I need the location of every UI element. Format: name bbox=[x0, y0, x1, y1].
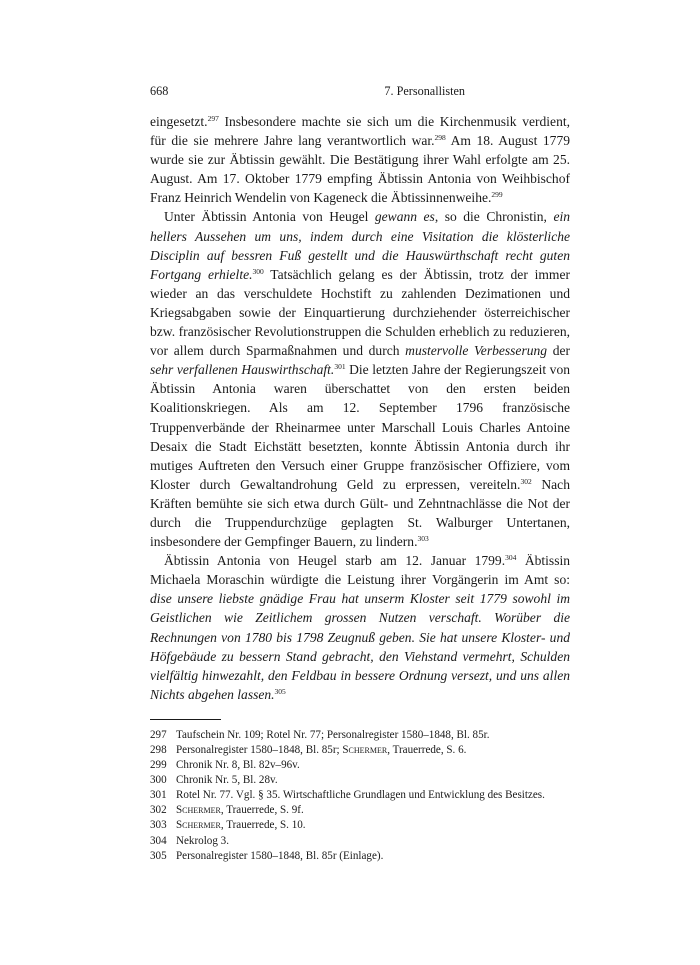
text-run: Unter Äbtissin Antonia von Heugel bbox=[164, 209, 375, 225]
footnote-text-run: , Trauerrede, S. 6. bbox=[387, 744, 467, 756]
footnote-text-run: , Trauerrede, S. 9f. bbox=[220, 804, 304, 817]
footnote-number: 297 bbox=[150, 728, 167, 741]
footnote bbox=[150, 849, 570, 864]
author-name: Schermer bbox=[342, 744, 388, 756]
text-run: Äbtissin Antonia von Heugel starb am 12. Januar 1799. bbox=[164, 553, 506, 569]
footnote-text bbox=[176, 803, 304, 818]
quote-run: gewann es bbox=[374, 209, 435, 225]
footnote bbox=[150, 818, 570, 833]
footnote-text bbox=[176, 743, 466, 758]
footnote bbox=[150, 788, 570, 803]
paragraph-1 bbox=[150, 112, 570, 207]
author-name: Schermer bbox=[176, 819, 221, 832]
footnote-number: 304 bbox=[150, 834, 167, 847]
footnote-ref[interactable]: 298 bbox=[434, 133, 446, 143]
quote-run: mustervolle Verbesserung bbox=[405, 343, 548, 359]
footnote bbox=[150, 834, 570, 849]
footnote bbox=[150, 773, 570, 788]
footnote bbox=[150, 743, 570, 758]
main-text bbox=[150, 112, 570, 704]
quote-run: dise unsere liebste gnädige Frau hat unserm Kloster seit 1779 sowohl im Geistlichen wie Zeitlichem grossen Nutzen verschaft. Worüber die Rechnungen von 1780 bis 1798 Zeugnuß geben. Sie hat unsere Kloster- und Höfgebäude zu bessern Stand gebracht, den Viehstand vermehrt, Schulden vielfältig hinwezahlt, den Feldbau in bessere Ordnung versezt, und uns allen Nichts abgehen lassen. bbox=[150, 591, 570, 702]
text-run: Nach Kräften bemühte sie sich etwa durch Gült- und Zehntnachlässe die Not der durch die Truppendurchzüge geplagten St. Walburger Untertanen, insbesondere der Gempfinger Bauern, zu lindern. bbox=[150, 476, 570, 550]
text-run: der bbox=[547, 343, 570, 359]
text-run: Insbesondere machte sie sich um die Kirchenmusik verdient, für die sie mehrere Jahre lang verantwortlich war. bbox=[150, 114, 570, 149]
page bbox=[150, 84, 570, 864]
footnote-text: Taufschein Nr. 109; Rotel Nr. 77; Personalregister 1580–1848, Bl. 85r. bbox=[176, 728, 490, 741]
footnote bbox=[150, 803, 570, 818]
footnote-ref[interactable]: 305 bbox=[274, 686, 286, 696]
footnote-ref[interactable]: 302 bbox=[520, 476, 532, 486]
footnote-number: 301 bbox=[150, 789, 167, 802]
text-run: Am 18. August 1779 wurde sie zur Äbtissin gewählt. Die Bestätigung ihrer Wahl erfolgte am 25. August. Am 17. Oktober 1779 empfing Äbtissin Antonia von Weihbischof Franz Heinrich Wendelin von Kageneck die Äbtissinnenweihe. bbox=[150, 133, 570, 206]
text-run: Die letzten Jahre der Regierungszeit von Äbtissin Antonia waren überschattet von den ersten beiden Koalitionskriegen. Als am 12. September 1796 französische Truppenverbände der Rheinarmee unter Marschall Louis Charles Antoine Desaix die Stadt Eichstätt besetzten, konnte Äbtissin Antonia durch ihr mutiges Auftreten den Versuch einer Gruppe französischer Offiziere, vom Kloster durch Gewaltandrohung Geld zu erpressen, vereiteln. bbox=[150, 362, 570, 492]
running-title: 7. Personallisten bbox=[384, 84, 465, 98]
footnote bbox=[150, 728, 570, 743]
footnote-ref[interactable]: 301 bbox=[334, 362, 346, 372]
text-run: Tatsächlich gelang es der Äbtissin, trotz der immer wieder an das verschuldete Hochstift zu zahlenden Dezimationen und Kriegsabgaben sowie der Einquartierung durchziehender österreichischer bzw. französischer Revolutionstruppen die Schulden erheblich zu reduzieren, vor allem durch Sparmaßnahmen und durch bbox=[150, 266, 570, 359]
footnotes bbox=[150, 728, 570, 864]
footnote-number: 298 bbox=[150, 744, 167, 756]
footnote-text-run: , Trauerrede, S. 10. bbox=[220, 819, 306, 832]
text-run: eingesetzt. bbox=[150, 114, 208, 129]
quote-run: ein hellers Aussehen um uns, indem durch eine Visitation die klösterliche Disciplin auf bessren Fuß gestellt und die Hauswürthschaft recht guten Fortgang erhielte. bbox=[150, 209, 570, 282]
footnote-number: 305 bbox=[150, 849, 167, 862]
footnote-ref[interactable]: 304 bbox=[505, 553, 517, 563]
footnote-text: Chronik Nr. 5, Bl. 28v. bbox=[176, 774, 278, 787]
footnote-ref[interactable]: 299 bbox=[491, 190, 503, 200]
footnote-ref[interactable]: 297 bbox=[207, 114, 219, 123]
footnote-text: Rotel Nr. 77. Vgl. § 35. Wirtschaftliche Grundlagen und Entwicklung des Besitzes. bbox=[176, 789, 545, 802]
running-header bbox=[150, 84, 570, 104]
footnote bbox=[150, 758, 570, 773]
footnote-text bbox=[176, 818, 306, 833]
footnote-number: 299 bbox=[150, 759, 167, 772]
footnote-text-run: Personalregister 1580–1848, Bl. 85r; bbox=[176, 744, 343, 756]
footnote-text: Nekrolog 3. bbox=[176, 834, 229, 847]
footnote-number: 302 bbox=[150, 804, 167, 817]
footnote-text: Personalregister 1580–1848, Bl. 85r (Einlage). bbox=[176, 849, 384, 862]
paragraph-3 bbox=[150, 551, 570, 704]
footnote-number: 303 bbox=[150, 819, 167, 832]
footnote-ref[interactable]: 300 bbox=[252, 266, 264, 276]
author-name: Schermer bbox=[176, 804, 221, 817]
page-number: 668 bbox=[150, 84, 169, 98]
paragraph-2 bbox=[150, 207, 570, 551]
footnote-text: Chronik Nr. 8, Bl. 82v–96v. bbox=[176, 759, 300, 772]
text-run: Äbtissin Michaela Moraschin würdigte die Leistung ihrer Vorgängerin im Amt so: bbox=[150, 553, 570, 588]
footnote-separator bbox=[150, 719, 221, 720]
footnote-ref[interactable]: 303 bbox=[417, 534, 429, 544]
footnote-number: 300 bbox=[150, 774, 167, 787]
quote-run: sehr verfallenen Hauswirthschaft. bbox=[150, 362, 335, 378]
text-run: , so die Chronistin, bbox=[434, 209, 554, 225]
